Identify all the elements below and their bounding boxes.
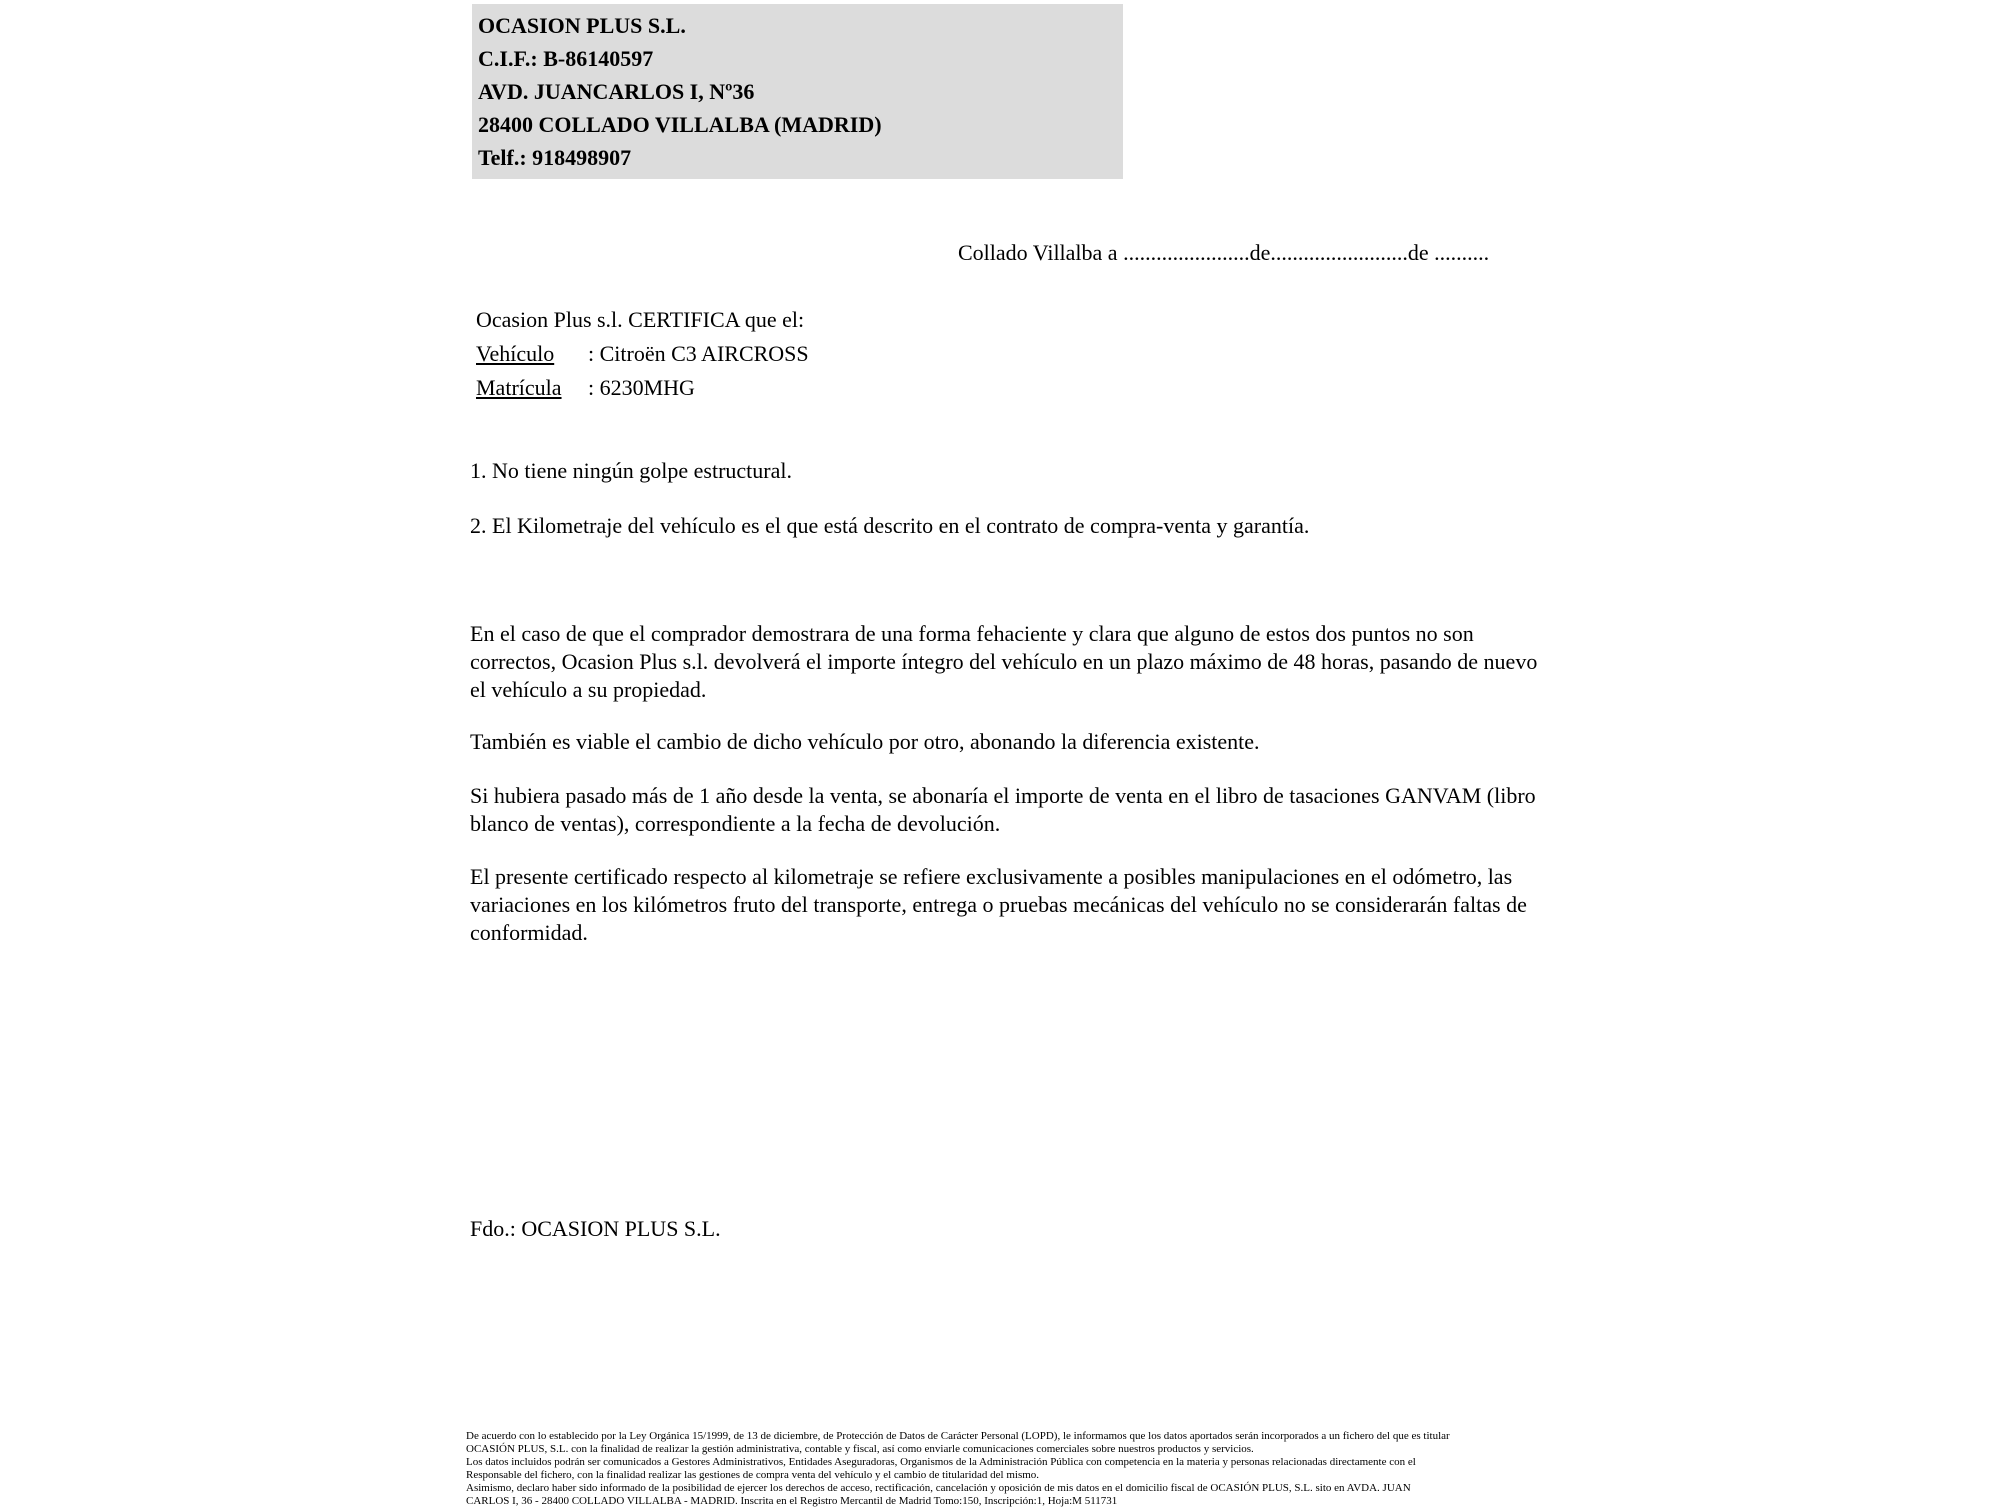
plate-line	[476, 371, 809, 405]
company-name: OCASION PLUS S.L.	[478, 13, 686, 38]
legal-footer	[466, 1430, 1561, 1508]
company-city: 28400 COLLADO VILLALBA (MADRID)	[478, 112, 882, 137]
point-2: 2. El Kilometraje del vehículo es el que está descrito en el contrato de compra-venta y garantía.	[470, 513, 1310, 538]
paragraph-exchange: También es viable el cambio de dicho vehículo por otro, abonando la diferencia existente.	[470, 729, 1260, 754]
vehicle-line	[476, 337, 809, 371]
paragraph-refund: En el caso de que el comprador demostrara de una forma fehaciente y clara que alguno de estos dos puntos no son correctos, Ocasion Plus s.l. devolverá el importe íntegro del vehículo en un plazo máximo de 48 horas, pasando de nuevo el vehículo a su propiedad.	[470, 621, 1538, 702]
legal-line: CARLOS I, 36 - 28400 COLLADO VILLALBA - MADRID. Inscrita en el Registro Mercantil de Madrid Tomo:150, Inscripción:1, Hoja:M 511731	[466, 1495, 1118, 1507]
paragraph-ganvam: Si hubiera pasado más de 1 año desde la venta, se abonaría el importe de venta en el libro de tasaciones GANVAM (libro blanco de ventas), correspondiente a la fecha de devolución.	[470, 783, 1536, 836]
point-1: 1. No tiene ningún golpe estructural.	[470, 458, 792, 483]
vehicle-label: Vehículo	[476, 341, 555, 366]
legal-line: Asimismo, declaro haber sido informado de la posibilidad de ejercer los derechos de acceso, rectificación, cancelación y oposición de mis datos en el domicilio fiscal de OCASIÓN PLUS, S.L. sito en AVDA. JUAN	[466, 1482, 1411, 1494]
paragraph-odometer: El presente certificado respecto al kilometraje se refiere exclusivamente a posibles manipulaciones en el odómetro, las variaciones en los kilómetros fruto del transporte, entrega o pruebas mecánicas del vehículo no se considerarán faltas de conformidad.	[470, 864, 1527, 945]
certify-intro: Ocasion Plus s.l. CERTIFICA que el:	[476, 307, 805, 332]
legal-line: De acuerdo con lo establecido por la Ley Orgánica 15/1999, de 13 de diciembre, de Protección de Datos de Carácter Personal (LOPD), le informamos que los datos aportados serán incorporados a un fichero del que es titular	[466, 1430, 1450, 1442]
legal-line: Los datos incluidos podrán ser comunicados a Gestores Administrativos, Entidades Aseguradoras, Organismos de la Administración Pública con competencia en la materia y personas relacionadas directamente con el	[466, 1456, 1416, 1468]
certification-block	[476, 303, 809, 405]
plate-value: : 6230MHG	[588, 375, 695, 400]
company-cif: C.I.F.: B-86140597	[478, 46, 654, 71]
plate-label: Matrícula	[476, 375, 562, 400]
vehicle-label-cell	[476, 337, 588, 371]
legal-line: Responsable del fichero, con la finalidad realizar las gestiones de compra venta del vehículo y el cambio de titularidad del mismo.	[466, 1469, 1040, 1481]
vehicle-value: : Citroën C3 AIRCROSS	[588, 341, 809, 366]
signature-line: Fdo.: OCASION PLUS S.L.	[470, 1216, 721, 1241]
legal-line: OCASIÓN PLUS, S.L. con la finalidad de realizar la gestión administrativa, contable y fiscal, así como enviarle comunicaciones comerciales sobre nuestros productos y servicios.	[466, 1443, 1254, 1455]
company-header	[472, 4, 1123, 179]
plate-label-cell	[476, 371, 588, 405]
company-phone: Telf.: 918498907	[478, 145, 632, 170]
date-line: Collado Villalba a .......................de.........................de ..........	[958, 240, 1490, 265]
company-address: AVD. JUANCARLOS I, Nº36	[478, 79, 755, 104]
